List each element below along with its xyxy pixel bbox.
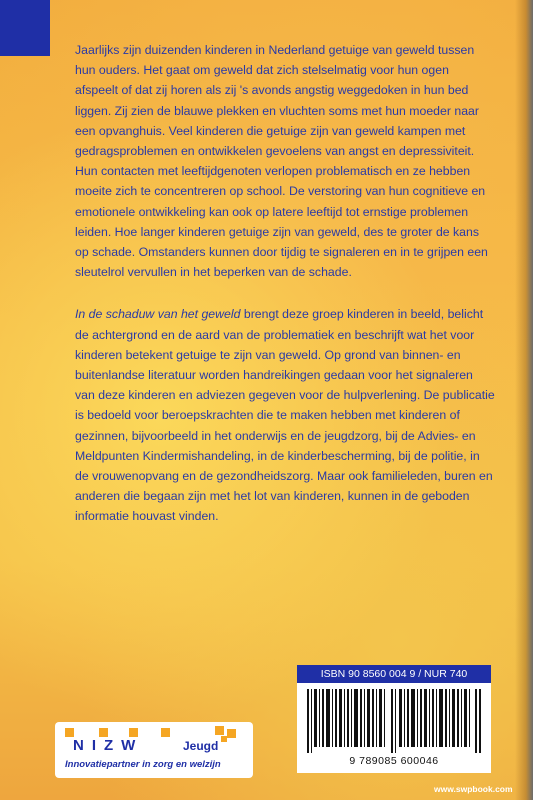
blurb-text [75,40,495,549]
nizw-logo [55,722,253,778]
blurb-paragraph-1: Jaarlijks zijn duizenden kinderen in Nederland getuige van geweld tussen hun ouders. Het gaat om geweld dat zich stelselmatig voor hun ogen afspeelt of dat zij horen als zij 's avonds angstig weggedoken in hun bed liggen. Zij zien de blauwe plekken en vluchten soms met hun moeder naar een opvanghuis. Veel kinderen die getuige zijn van geweld kampen met gedragsproblemen en ontwikkelen gevoelens van angst en depressiviteit. Hun contacten met leeftijdgenoten verlopen problematisch en ze hebben moeite zich te concentreren op school. De verstoring van hun cognitieve en emotionele ontwikkeling kan ook op latere leeftijd tot ernstige problemen leiden. Hoe langer kinderen getuige zijn van geweld, des te groter de kans op schade. Omstanders kunnen door tijdig te signaleren en in te grijpen een sleutelrol vervullen in het beperken van de schade. [75,43,488,280]
publisher-website: www.swpbook.com [434,784,513,794]
logo-tagline: Innovatiepartner in zorg en welzijn [65,759,221,770]
logo-title: NIZW [73,737,144,754]
isbn-label: ISBN 90 8560 004 9 / NUR 740 [297,665,491,683]
blue-corner-block [0,0,50,56]
barcode-icon [307,689,481,753]
barcode-box [297,665,491,773]
spine-shadow [515,0,533,800]
ean-number: 9 789085 600046 [349,755,439,767]
blurb-paragraph-2 [75,304,495,526]
logo-suffix: Jeugd [183,739,219,753]
book-title: In de schaduw van het geweld [75,307,241,322]
blurb-paragraph-2-text: brengt deze groep kinderen in beeld, belicht de achtergrond en de aard van de problematiek en beschrijft wat het voor kinderen betekent getuige te zijn van geweld. Op grond van binnen- en buitenlandse literatuur worden handreikingen gedaan voor het signaleren van deze kinderen en adviezen gegeven voor de hulpverlening. De publicatie is bedoeld voor beroepskrachten die te maken hebben met kinderen of gezinnen, bijvoorbeeld in het onderwijs en de jeugdzorg, bij de Advies- en Meldpunten Kindermishandeling, in de kinderbescherming, bij de politie, in de vrouwenopvang en de gezondheidszorg. Maar ook familieleden, buren en anderen die begaan zijn met het lot van kinderen, kunnen in de geboden informatie houvast vinden. [75,307,495,524]
